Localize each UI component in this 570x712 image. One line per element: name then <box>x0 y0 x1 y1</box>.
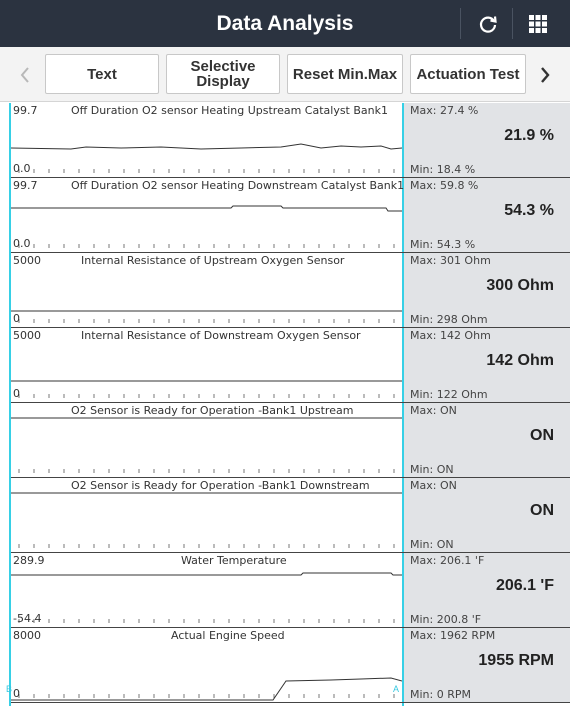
graph-scale-min: -54.4 <box>13 612 42 625</box>
pid-max-value: Max: ON <box>410 404 457 417</box>
pid-min-value: Min: 54.3 % <box>410 238 476 251</box>
pid-value-panel <box>404 103 570 178</box>
pid-max-value: Max: 59.8 % <box>410 179 479 192</box>
graph-scale-max: 99.7 <box>13 179 38 192</box>
graph-scale-max: 8000 <box>13 629 41 642</box>
graph-scale-min: 0.0 <box>13 237 31 250</box>
refresh-button[interactable] <box>466 7 510 40</box>
pid-current-value: 206.1 'F <box>495 577 554 594</box>
graph-scale-max: 5000 <box>13 254 41 267</box>
pid-row[interactable] <box>11 253 570 328</box>
pid-graph <box>11 103 402 178</box>
pid-name: Off Duration O2 sensor Heating Downstream Catalyst Bank1 <box>71 179 405 192</box>
graph-scale-min: 0 <box>13 687 20 700</box>
pid-name: O2 Sensor is Ready for Operation -Bank1 Downstream <box>71 479 370 492</box>
pid-name: Internal Resistance of Upstream Oxygen Sensor <box>81 254 345 267</box>
pid-row[interactable] <box>6 628 570 703</box>
pid-graph <box>11 478 402 553</box>
cursor-marker-a: A <box>393 684 400 694</box>
pid-value-panel <box>404 403 570 478</box>
pid-max-value: Max: 142 Ohm <box>410 329 491 342</box>
chevron-left-icon <box>19 66 31 84</box>
pid-max-value: Max: ON <box>410 479 457 492</box>
pid-value-panel <box>404 253 570 328</box>
pid-row[interactable] <box>11 178 570 253</box>
grid-icon <box>529 15 547 33</box>
pid-graph <box>11 403 402 478</box>
pid-row[interactable] <box>11 103 570 178</box>
chevron-right-icon <box>539 66 551 84</box>
pid-value-panel <box>404 478 570 553</box>
pid-min-value: Min: 18.4 % <box>410 163 476 176</box>
pid-max-value: Max: 301 Ohm <box>410 254 491 267</box>
pid-max-value: Max: 27.4 % <box>410 104 479 117</box>
pid-min-value: Min: 200.8 'F <box>410 613 482 626</box>
pid-current-value: ON <box>530 502 554 519</box>
pid-max-value: Max: 206.1 'F <box>410 554 485 567</box>
pid-min-value: Min: ON <box>410 463 454 476</box>
header-divider <box>512 8 513 39</box>
header-divider <box>460 8 461 39</box>
pid-row[interactable] <box>11 403 570 478</box>
pid-row[interactable] <box>11 478 570 553</box>
pid-graph <box>11 553 402 628</box>
pid-max-value: Max: 1962 RPM <box>410 629 496 642</box>
graph-scale-min: 0 <box>13 312 20 325</box>
pid-value-panel <box>404 553 570 628</box>
pid-min-value: Min: 298 Ohm <box>410 313 488 326</box>
pid-name: Off Duration O2 sensor Heating Upstream Catalyst Bank1 <box>71 104 388 117</box>
scroll-right-button[interactable] <box>528 47 562 102</box>
graph-scale-max: 99.7 <box>13 104 38 117</box>
graph-scale-max: 5000 <box>13 329 41 342</box>
pid-min-value: Min: 122 Ohm <box>410 388 488 401</box>
pid-current-value: 1955 RPM <box>478 652 554 669</box>
reset-min-max-button[interactable]: Reset Min.Max <box>287 54 403 94</box>
pid-current-value: 300 Ohm <box>486 277 554 294</box>
pid-current-value: 54.3 % <box>504 202 554 219</box>
title-bar <box>0 0 570 47</box>
actuation-test-button[interactable]: Actuation Test <box>410 54 526 94</box>
pid-row[interactable] <box>11 553 570 628</box>
pid-current-value: 21.9 % <box>504 127 554 144</box>
toolbar <box>0 47 570 102</box>
pid-row[interactable] <box>11 328 570 403</box>
page-title: Data Analysis <box>216 12 354 35</box>
graph-scale-max: 289.9 <box>13 554 45 567</box>
pid-graph <box>6 628 402 703</box>
pid-graph <box>11 178 405 253</box>
text-view-button[interactable]: Text <box>45 54 159 94</box>
graph-scale-min: 0.0 <box>13 162 31 175</box>
grid-menu-button[interactable] <box>516 7 560 40</box>
pid-name: O2 Sensor is Ready for Operation -Bank1 Upstream <box>71 404 354 417</box>
pid-current-value: ON <box>530 427 554 444</box>
refresh-icon <box>477 13 499 35</box>
pid-min-value: Min: ON <box>410 538 454 551</box>
pid-min-value: Min: 0 RPM <box>410 688 471 701</box>
cursor-marker-b: B <box>6 684 13 694</box>
pid-name: Actual Engine Speed <box>171 629 285 642</box>
pid-current-value: 142 Ohm <box>486 352 554 369</box>
graph-scale-min: 0 <box>13 387 20 400</box>
pid-value-panel <box>404 328 570 403</box>
selective-display-button[interactable]: Selective Display <box>166 54 280 94</box>
pid-name: Internal Resistance of Downstream Oxygen Sensor <box>81 329 361 342</box>
scroll-left-button[interactable] <box>8 47 42 102</box>
pid-value-panel <box>404 178 570 253</box>
pid-graph <box>11 328 402 403</box>
pid-name: Water Temperature <box>181 554 287 567</box>
pid-value-panel <box>404 628 570 703</box>
pid-graph <box>11 253 402 328</box>
row-divider <box>11 702 570 703</box>
